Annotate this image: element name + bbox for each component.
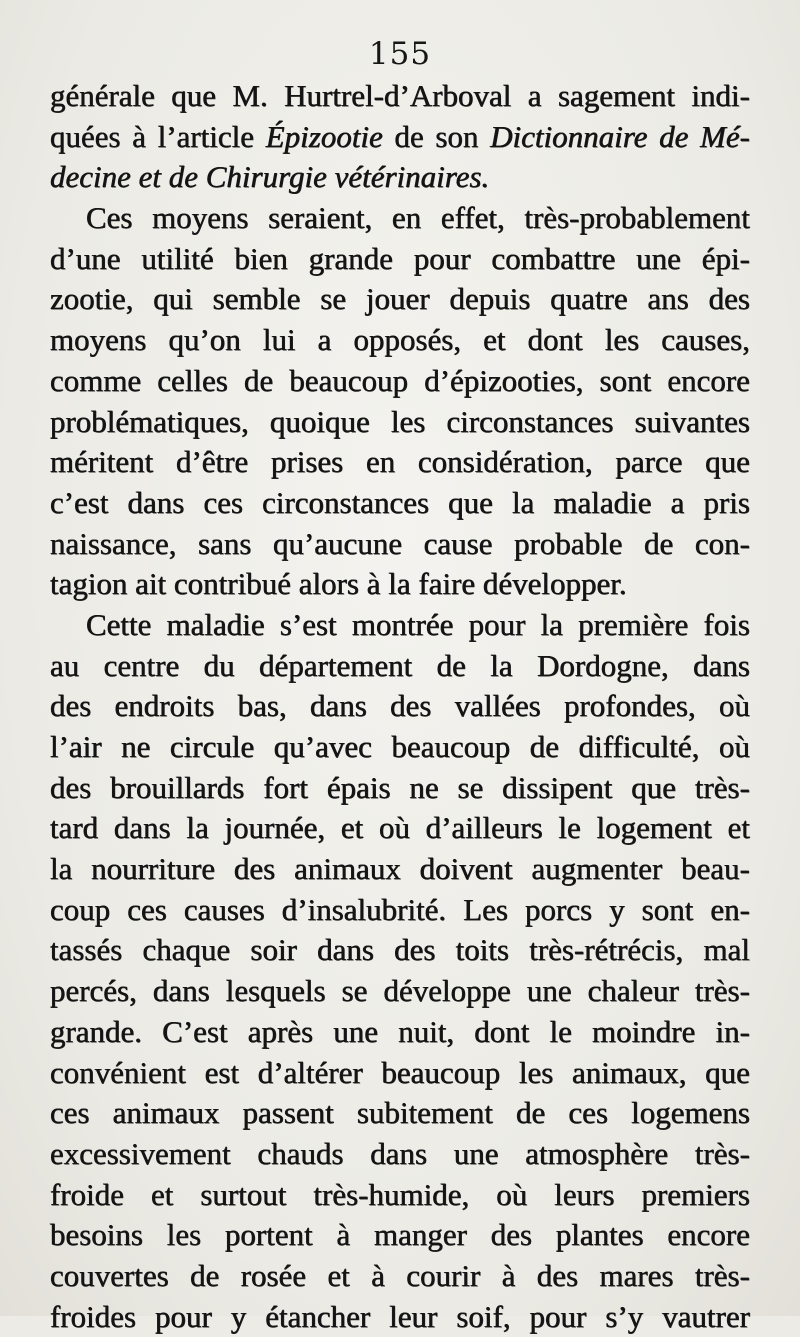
text-segment: l’air ne circule qu’avec beaucoup de difficulté, où	[50, 729, 750, 764]
text-line	[50, 1175, 750, 1216]
text-segment: couvertes de rosée et à courir à des mares très-	[50, 1257, 750, 1293]
text-line	[50, 1297, 750, 1337]
text-segment: quées à l’article	[50, 118, 266, 154]
text-segment: Ces moyens seraient, en effet, très-probablement	[86, 200, 750, 236]
text-line	[50, 646, 750, 687]
text-segment: au centre du département de la Dordogne, dans	[50, 647, 750, 683]
body-text	[50, 76, 750, 1337]
text-line	[50, 117, 750, 158]
text-line	[50, 768, 750, 809]
text-line	[50, 971, 750, 1012]
text-line	[50, 1256, 750, 1297]
text-line	[50, 1093, 750, 1134]
text-line	[50, 890, 750, 931]
text-segment: c’est dans ces circonstances que la maladie a pris	[50, 484, 750, 520]
text-segment: Cette maladie s’est montrée pour la première fois	[86, 606, 750, 642]
text-segment: comme celles de beaucoup d’épizooties, sont encore	[50, 362, 750, 398]
text-segment: d’une utilité bien grande pour combattre une épi-	[50, 240, 750, 276]
text-line	[50, 1053, 750, 1094]
text-segment: de son	[382, 118, 491, 154]
text-line	[50, 727, 750, 768]
text-line	[50, 402, 750, 443]
text-segment: générale que M. Hurtrel-d’Arboval a sagement indi-	[50, 78, 750, 113]
text-line	[50, 361, 750, 402]
text-segment: la nourriture des animaux doivent augmenter beau-	[50, 851, 750, 887]
text-line	[50, 564, 750, 605]
text-line	[50, 1215, 750, 1256]
text-segment: excessivement chauds dans une atmosphère très-	[50, 1135, 750, 1171]
text-line	[50, 442, 750, 483]
text-segment: problématiques, quoique les circonstances suivantes	[50, 403, 750, 439]
text-segment: convénient est d’altérer beaucoup les animaux, que	[50, 1054, 750, 1090]
text-segment: naissance, sans qu’aucune cause probable de con-	[50, 525, 750, 561]
text-segment: méritent d’être prises en considération, parce que	[50, 444, 750, 480]
text-segment: tagion ait contribué alors à la faire développer.	[50, 566, 627, 602]
text-segment: des endroits bas, dans des vallées profondes, où	[50, 688, 750, 724]
text-line	[50, 320, 750, 361]
text-line	[50, 76, 750, 117]
text-segment: ces animaux passent subitement de ces logemens	[50, 1095, 750, 1131]
text-line	[50, 483, 750, 524]
text-line	[50, 239, 750, 280]
text-segment: moyens qu’on lui a opposés, et dont les causes,	[50, 322, 750, 358]
text-segment: tard dans la journée, et où d’ailleurs le logement et	[50, 810, 750, 846]
text-line	[50, 279, 750, 320]
text-segment: zootie, qui semble se jouer depuis quatre ans des	[50, 281, 750, 317]
text-segment: grande. C’est après une nuit, dont le moindre in-	[50, 1013, 750, 1049]
text-line	[50, 808, 750, 849]
text-line	[50, 198, 750, 239]
italic-text-segment: Épizootie	[265, 118, 383, 154]
text-line	[50, 849, 750, 890]
text-segment: coup ces causes d’insalubrité. Les porcs y sont en-	[50, 891, 750, 927]
text-segment: des brouillards fort épais ne se dissipent que très-	[50, 769, 750, 805]
text-segment: besoins les portent à manger des plantes encore	[50, 1217, 750, 1253]
text-segment: froide et surtout très-humide, où leurs premiers	[50, 1176, 750, 1212]
page-number: 155	[368, 36, 432, 72]
text-line	[50, 1134, 750, 1175]
italic-text-segment: Dictionnaire de Mé-	[490, 118, 751, 154]
text-line	[50, 930, 750, 971]
text-line	[50, 605, 750, 646]
text-line	[50, 686, 750, 727]
text-line	[50, 524, 750, 565]
text-segment: froides pour y étancher leur soif, pour s’y vautrer	[50, 1298, 750, 1334]
text-line	[50, 1012, 750, 1053]
text-segment: percés, dans lesquels se développe une chaleur très-	[50, 973, 750, 1009]
italic-text-segment: decine et de Chirurgie vétérinaires.	[50, 159, 490, 195]
text-line	[50, 157, 750, 198]
text-segment: tassés chaque soir dans des toits très-rétrécis, mal	[50, 932, 750, 968]
